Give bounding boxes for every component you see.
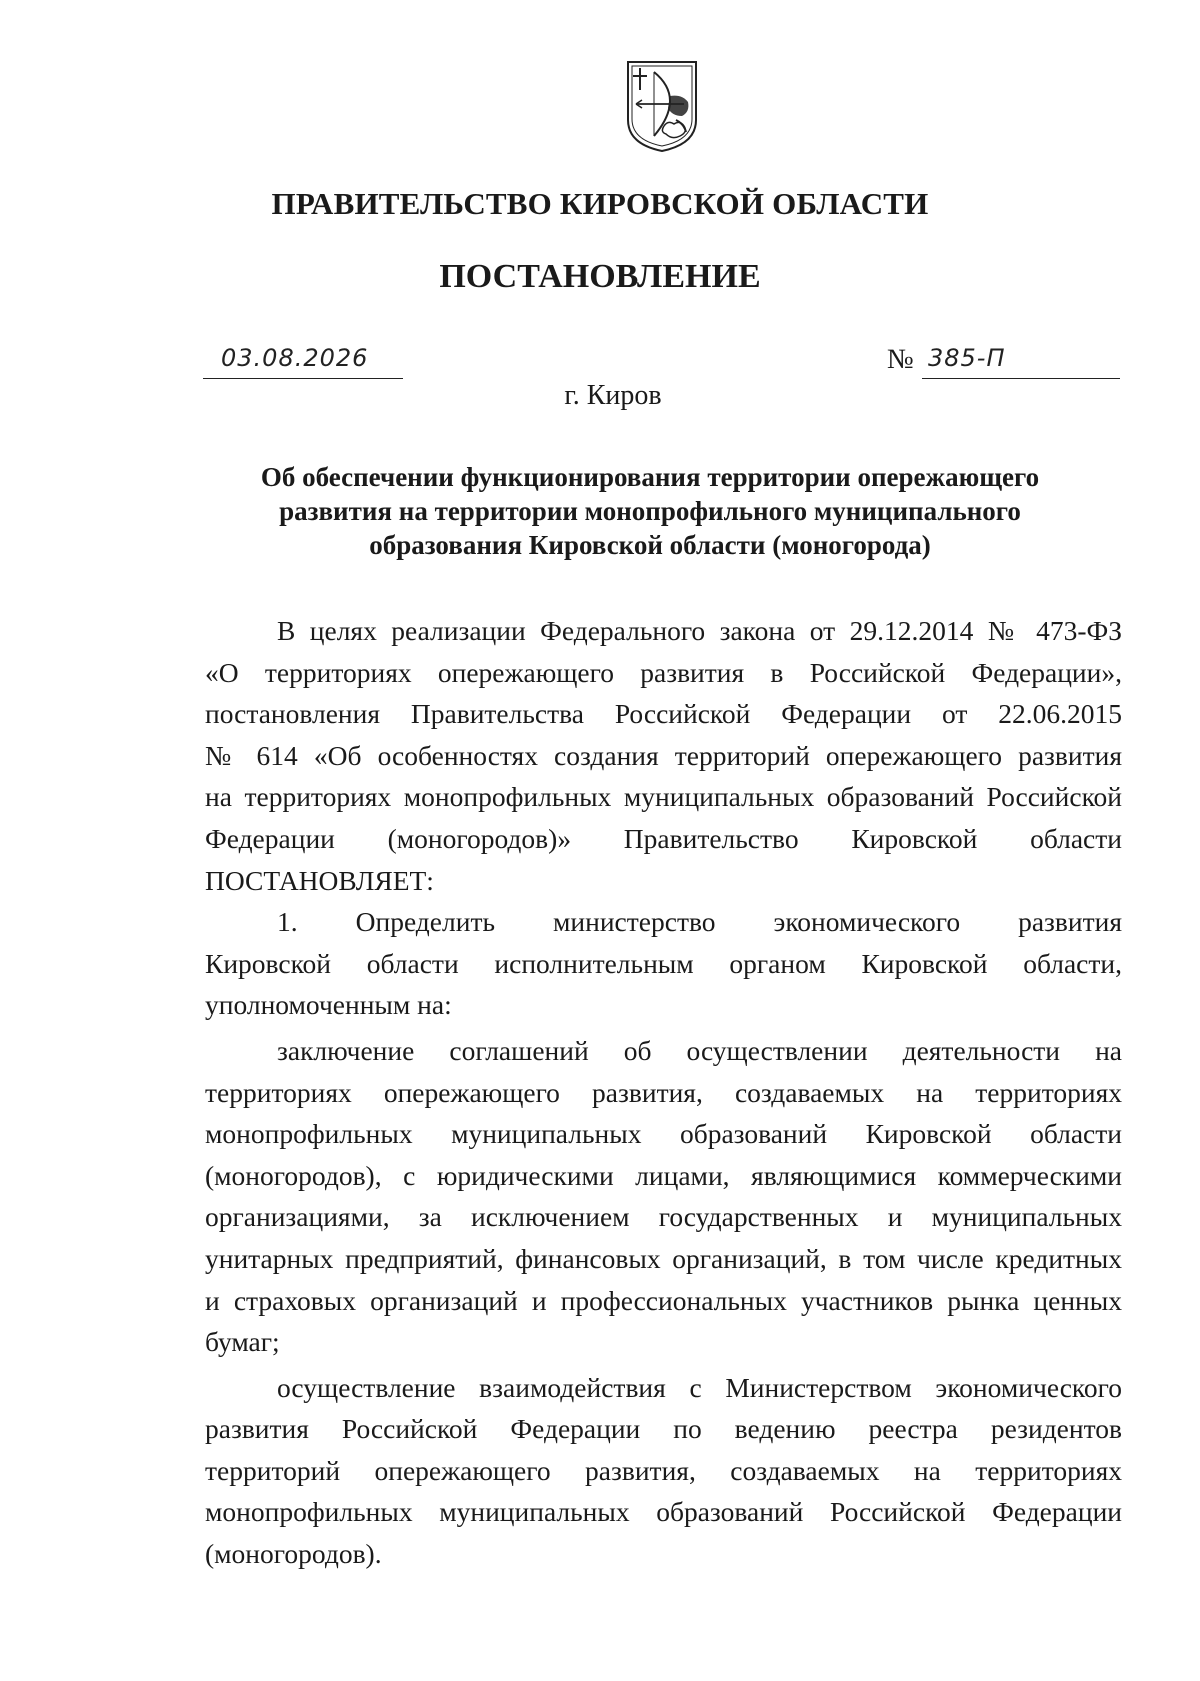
body-line: В целях реализации Федерального закона от 29.12.2014 № 473-ФЗ: [277, 615, 1122, 646]
body-line: территориях опережающего развития, создаваемых на территориях: [205, 1076, 1122, 1108]
document-date-field: [203, 344, 403, 379]
kirov-coat-of-arms-icon: [624, 58, 700, 154]
body-line: развития Российской Федерации по ведению реестра резидентов: [205, 1413, 1122, 1445]
document-number: 385-П: [928, 344, 1006, 372]
subject-line: образования Кировской области (моногорода): [369, 530, 931, 560]
body-line: монопрофильных муниципальных образований Российской Федерации: [205, 1496, 1122, 1528]
document-date: 03.08.2026: [221, 344, 369, 372]
body-line: заключение соглашений об осуществлении деятельности на: [277, 1034, 1122, 1066]
number-label: №: [887, 344, 914, 375]
city-name: г. Киров: [564, 380, 662, 411]
body-line: (моногородов).: [205, 1538, 382, 1570]
body-line: территорий опережающего развития, создаваемых на территориях: [205, 1454, 1122, 1486]
body-line: унитарных предприятий, финансовых организаций, в том числе кредитных: [205, 1242, 1122, 1274]
body-line: на территориях монопрофильных муниципальных образований Российской: [205, 781, 1122, 813]
body-line: № 614 «Об особенностях создания территорий опережающего развития: [205, 739, 1122, 771]
body-line: Федерации (моногородов)» Правительство Кировской области: [205, 822, 1122, 854]
body-line: Кировской области исполнительным органом Кировской области,: [205, 947, 1122, 979]
government-title: ПРАВИТЕЛЬСТВО КИРОВСКОЙ ОБЛАСТИ: [271, 186, 929, 221]
body-line: ПОСТАНОВЛЯЕТ:: [205, 864, 434, 896]
document-number-field: [922, 344, 1120, 379]
body-line: организациями, за исключением государственных и муниципальных: [205, 1201, 1122, 1233]
body-line: (моногородов), с юридическими лицами, являющимися коммерческими: [205, 1159, 1122, 1191]
subject-line: Об обеспечении функционирования территории опережающего: [260, 462, 1040, 492]
body-line: бумаг;: [205, 1326, 280, 1358]
body-line: монопрофильных муниципальных образований Кировской области: [205, 1118, 1122, 1150]
body-line: 1. Определить министерство экономического развития: [277, 906, 1122, 938]
body-line: уполномоченным на:: [205, 989, 452, 1021]
body-line: «О территориях опережающего развития в Российской Федерации»,: [205, 656, 1122, 688]
body-line: постановления Правительства Российской Федерации от 22.06.2015: [205, 698, 1122, 730]
document-subject: [200, 460, 1100, 562]
subject-line: развития на территории монопрофильного муниципального: [279, 496, 1021, 526]
body-line: и страховых организаций и профессиональных участников рынка ценных: [205, 1284, 1122, 1316]
document-type-title: ПОСТАНОВЛЕНИЕ: [439, 258, 761, 295]
body-line: осуществление взаимодействия с Министерством экономического: [277, 1371, 1122, 1403]
document-body: [205, 610, 1122, 1575]
